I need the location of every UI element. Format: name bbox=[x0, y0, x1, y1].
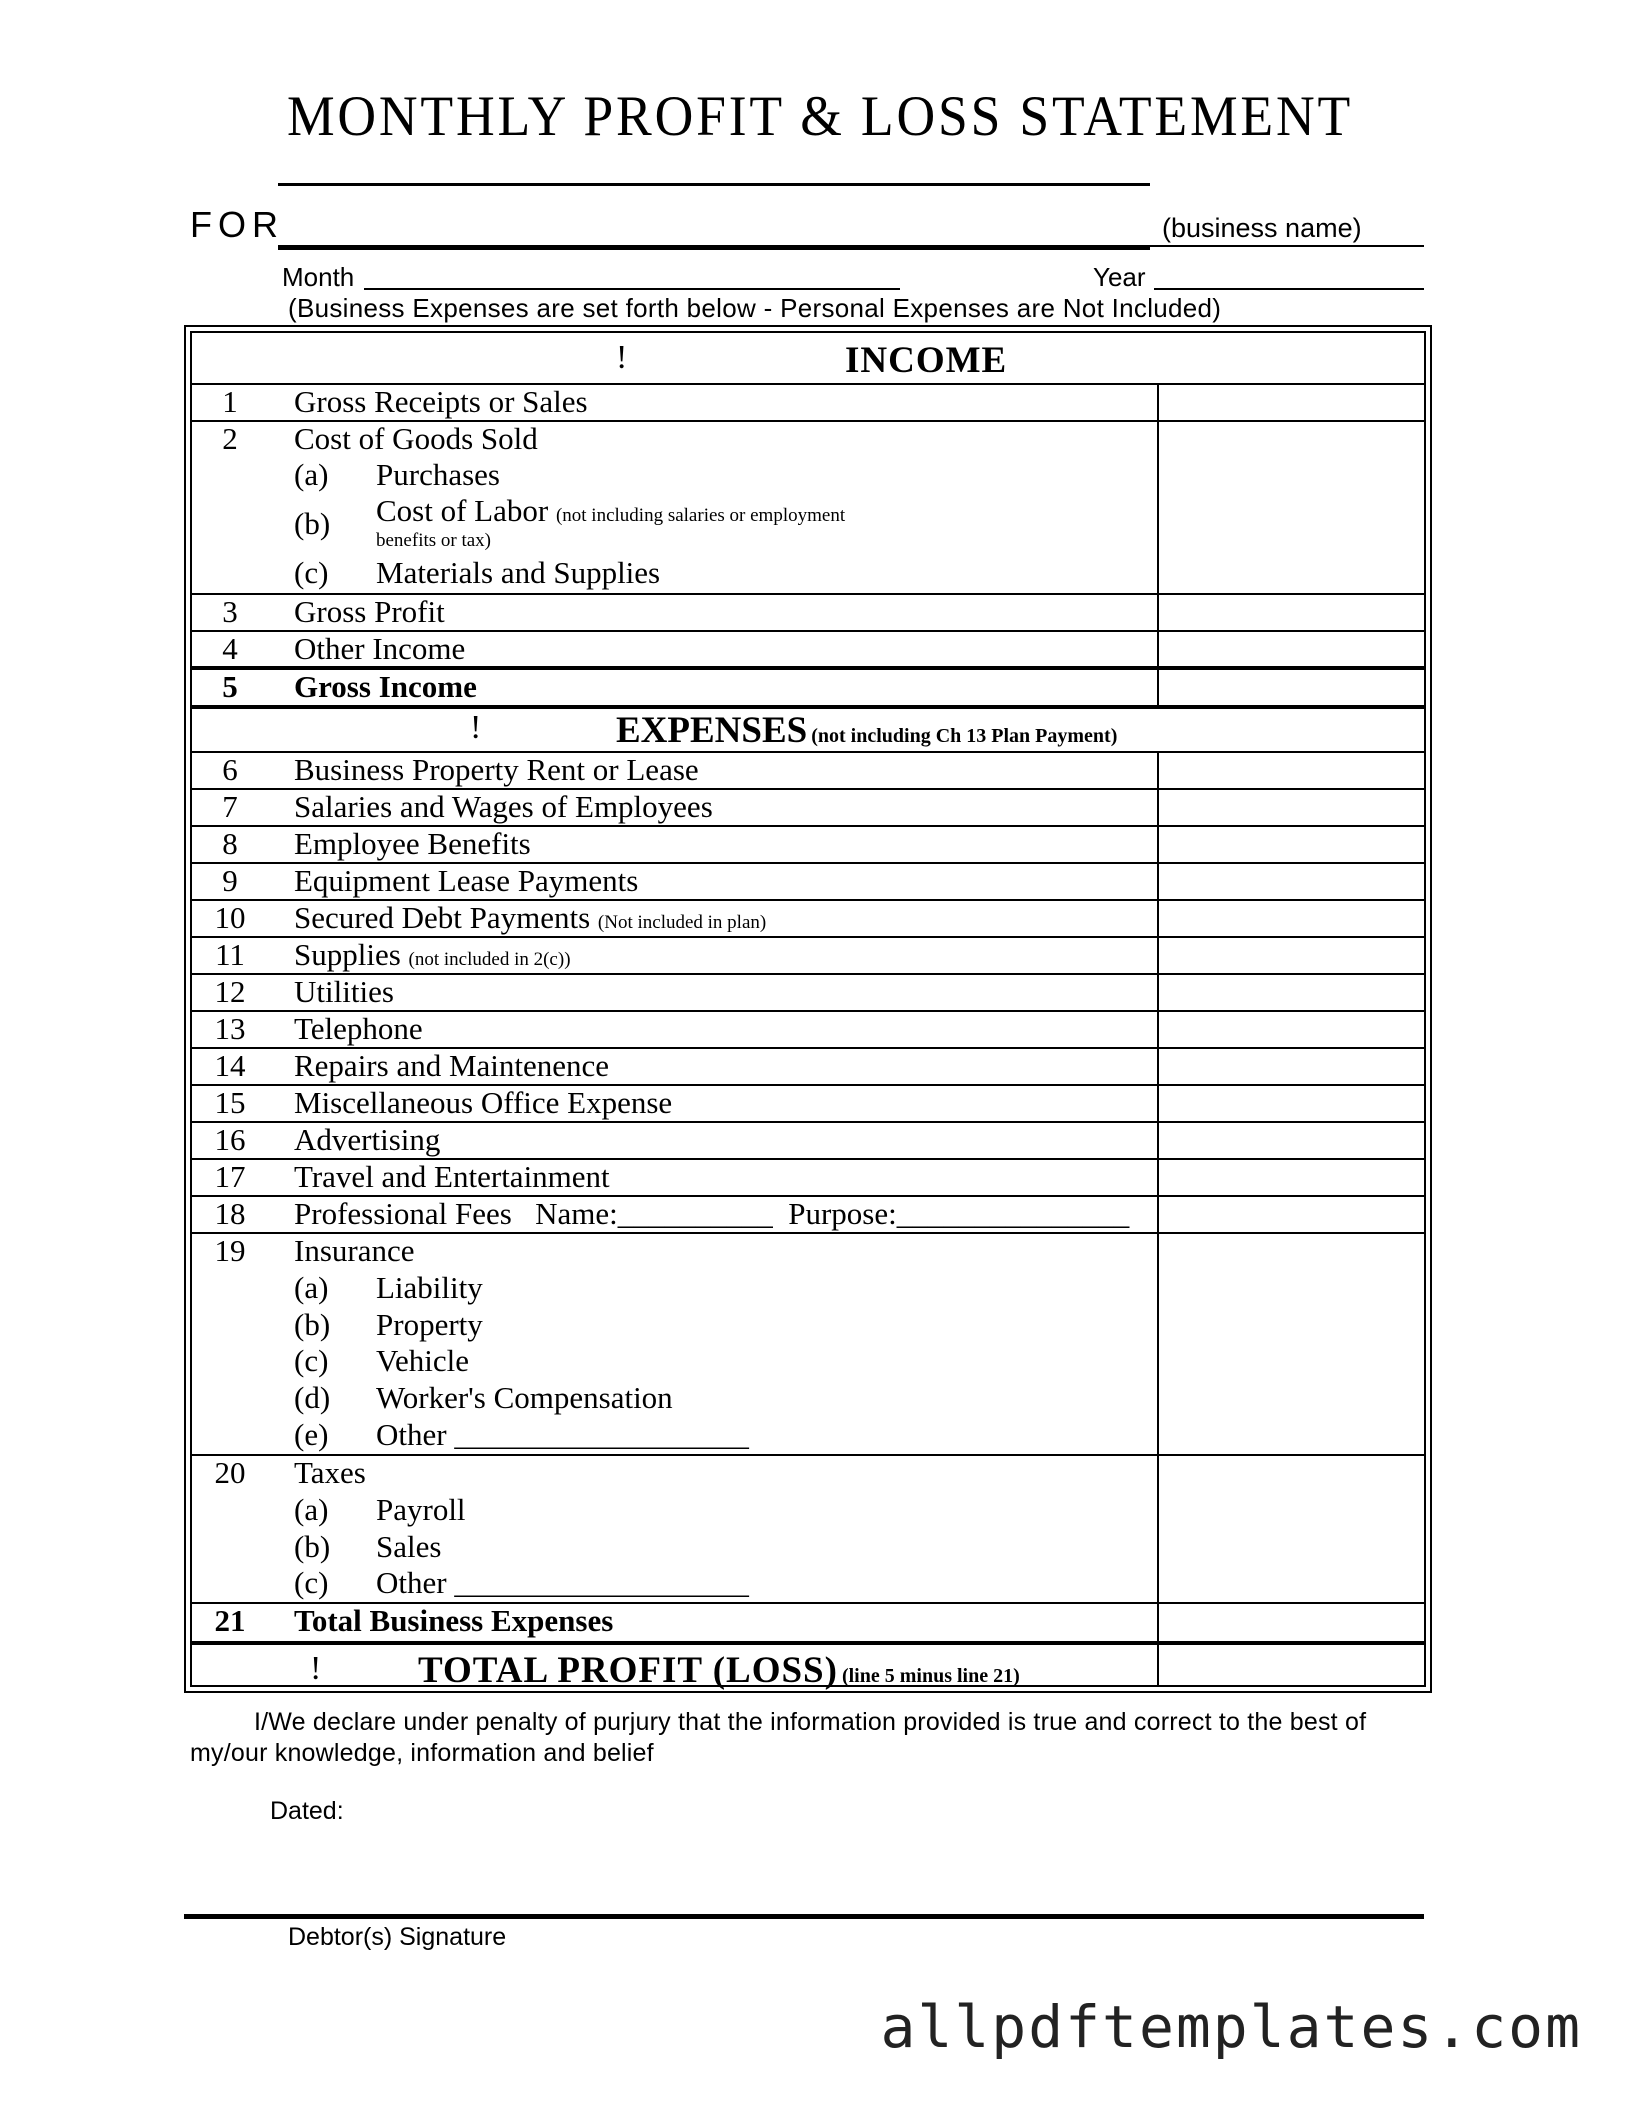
year-label: Year bbox=[1093, 262, 1146, 292]
supplies-label: Supplies bbox=[294, 937, 401, 972]
table-row[interactable] bbox=[192, 595, 1424, 632]
line-label: Advertising bbox=[294, 1122, 441, 1157]
table-row[interactable] bbox=[192, 1086, 1424, 1123]
sub-letter: (b) bbox=[294, 506, 331, 541]
secured-debt-note: (Not included in plan) bbox=[597, 912, 767, 933]
line-number: 2 bbox=[222, 421, 238, 456]
sub-letter: (c) bbox=[294, 555, 329, 590]
expenses-heading bbox=[616, 709, 1117, 752]
signature-line[interactable] bbox=[184, 1914, 1424, 1919]
table-row[interactable] bbox=[192, 753, 1424, 790]
for-label: FOR bbox=[190, 204, 284, 245]
table-row[interactable] bbox=[192, 422, 1424, 595]
cost-of-labor-note: (not including salaries or employment bbox=[555, 505, 846, 526]
line-label: Equipment Lease Payments bbox=[294, 863, 639, 898]
table-row[interactable] bbox=[192, 975, 1424, 1012]
expenses-note: (Business Expenses are set forth below - Personal Expenses are Not Included) bbox=[288, 293, 1222, 323]
watermark: allpdftemplates.com bbox=[880, 1993, 1582, 2061]
table-row[interactable] bbox=[192, 1197, 1424, 1234]
business-name-right-line bbox=[1150, 245, 1424, 247]
sub-letter: (d) bbox=[294, 1380, 331, 1415]
line-label: Cost of Goods Sold bbox=[294, 421, 538, 456]
business-name-top-line[interactable] bbox=[278, 183, 1150, 186]
line-label: Gross Income bbox=[294, 669, 477, 704]
total-heading bbox=[418, 1649, 1020, 1692]
sub-label: Other ___________________ bbox=[376, 1417, 749, 1452]
line-label: Business Property Rent or Lease bbox=[294, 752, 699, 787]
sub-letter: (a) bbox=[294, 1492, 329, 1527]
cost-of-labor-label: Cost of Labor bbox=[376, 493, 549, 528]
line-number: 1 bbox=[222, 384, 238, 419]
line-number: 20 bbox=[214, 1455, 246, 1490]
line-label bbox=[294, 937, 571, 973]
line-label: Telephone bbox=[294, 1011, 423, 1046]
total-heading-note: (line 5 minus line 21) bbox=[841, 1665, 1020, 1687]
line-number: 11 bbox=[215, 937, 245, 972]
dated-label: Dated: bbox=[270, 1797, 344, 1825]
line-label: Utilities bbox=[294, 974, 394, 1009]
month-label: Month bbox=[282, 262, 355, 292]
declaration-text bbox=[190, 1707, 1440, 1769]
line-label: Total Business Expenses bbox=[294, 1603, 614, 1638]
sub-label: Vehicle bbox=[376, 1343, 469, 1378]
line-number: 10 bbox=[214, 900, 246, 935]
line-number: 21 bbox=[214, 1603, 246, 1638]
income-section bbox=[192, 385, 1424, 707]
total-profit-row[interactable] bbox=[192, 1645, 1424, 1691]
line-number: 17 bbox=[214, 1159, 246, 1194]
table-row[interactable] bbox=[192, 1049, 1424, 1086]
pl-form bbox=[184, 325, 1432, 1693]
line-number: 5 bbox=[222, 669, 238, 704]
line-number: 9 bbox=[222, 863, 238, 898]
line-label: Repairs and Maintenence bbox=[294, 1048, 610, 1083]
sub-letter: (a) bbox=[294, 457, 329, 492]
line-label: Salaries and Wages of Employees bbox=[294, 789, 713, 824]
table-row[interactable] bbox=[192, 385, 1424, 422]
sub-label: Liability bbox=[376, 1270, 483, 1305]
line-number: 8 bbox=[222, 826, 238, 861]
line-number: 6 bbox=[222, 752, 238, 787]
table-row[interactable] bbox=[192, 670, 1424, 709]
table-row[interactable] bbox=[192, 1123, 1424, 1160]
line-number: 12 bbox=[214, 974, 246, 1009]
business-name-line[interactable] bbox=[278, 245, 1150, 250]
year-input-line[interactable] bbox=[1154, 288, 1424, 290]
business-name-label: (business name) bbox=[1162, 213, 1362, 243]
total-marker: ! bbox=[310, 1650, 322, 1687]
sub-label: Worker's Compensation bbox=[376, 1380, 673, 1415]
supplies-note: (not included in 2(c)) bbox=[408, 949, 571, 970]
line-label: Travel and Entertainment bbox=[294, 1159, 610, 1194]
table-row[interactable] bbox=[192, 790, 1424, 827]
sub-letter: (c) bbox=[294, 1343, 329, 1378]
expenses-heading-note: (not including Ch 13 Plan Payment) bbox=[811, 725, 1118, 747]
line-label: Professional Fees Name:__________ Purpose:_______________ bbox=[294, 1196, 1130, 1231]
month-input-line[interactable] bbox=[364, 288, 900, 290]
line-number: 7 bbox=[222, 789, 238, 824]
income-heading: INCOME bbox=[845, 340, 1008, 381]
table-row[interactable] bbox=[192, 864, 1424, 901]
declaration-body: I/We declare under penalty of purjury that the information provided is true and correct to the best of my/our knowledge, information and belief bbox=[190, 1708, 1367, 1767]
line-label: Employee Benefits bbox=[294, 826, 531, 861]
total-heading-text: TOTAL PROFIT (LOSS) bbox=[418, 1650, 838, 1691]
sub-label: Sales bbox=[376, 1529, 442, 1564]
sub-label: Purchases bbox=[376, 457, 500, 492]
line-number: 3 bbox=[222, 594, 238, 629]
sub-letter: (b) bbox=[294, 1529, 331, 1564]
income-marker: ! bbox=[616, 339, 628, 376]
expenses-header-row bbox=[192, 709, 1424, 753]
line-label: Gross Receipts or Sales bbox=[294, 384, 588, 419]
expenses-marker: ! bbox=[470, 709, 482, 746]
sub-label: Materials and Supplies bbox=[376, 555, 661, 590]
table-row[interactable] bbox=[192, 1456, 1424, 1604]
table-row[interactable] bbox=[192, 1604, 1424, 1645]
table-row[interactable] bbox=[192, 938, 1424, 975]
secured-debt-label: Secured Debt Payments bbox=[294, 900, 591, 935]
sub-letter: (b) bbox=[294, 1307, 331, 1342]
line-label: Gross Profit bbox=[294, 594, 445, 629]
sub-label: Other ___________________ bbox=[376, 1565, 749, 1600]
table-row[interactable] bbox=[192, 632, 1424, 670]
sub-label bbox=[376, 493, 845, 529]
total-value-column-divider bbox=[1157, 1645, 1159, 1685]
line-label bbox=[294, 900, 766, 936]
income-header-row bbox=[192, 333, 1424, 385]
line-label: Other Income bbox=[294, 631, 466, 666]
line-label: Taxes bbox=[294, 1455, 366, 1490]
pl-form-inner bbox=[190, 331, 1426, 1691]
line-number: 13 bbox=[214, 1011, 246, 1046]
line-number: 16 bbox=[214, 1122, 246, 1157]
sub-letter: (a) bbox=[294, 1270, 329, 1305]
signature-label: Debtor(s) Signature bbox=[288, 1923, 507, 1951]
cost-of-labor-note-line2: benefits or tax) bbox=[376, 530, 492, 551]
table-row[interactable] bbox=[192, 827, 1424, 864]
table-row[interactable] bbox=[192, 901, 1424, 938]
table-row[interactable] bbox=[192, 1012, 1424, 1049]
table-row[interactable] bbox=[192, 1160, 1424, 1197]
line-number: 18 bbox=[214, 1196, 246, 1231]
expenses-heading-text: EXPENSES bbox=[616, 710, 808, 751]
line-number: 4 bbox=[222, 631, 238, 666]
table-row[interactable] bbox=[192, 1234, 1424, 1456]
sub-label: Payroll bbox=[376, 1492, 466, 1527]
line-label: Miscellaneous Office Expense bbox=[294, 1085, 673, 1120]
sub-letter: (c) bbox=[294, 1565, 329, 1600]
line-number: 14 bbox=[214, 1048, 246, 1083]
page-title: MONTHLY PROFIT & LOSS STATEMENT bbox=[286, 85, 1354, 148]
line-label: Insurance bbox=[294, 1233, 415, 1268]
line-number: 19 bbox=[214, 1233, 246, 1268]
line-number: 15 bbox=[214, 1085, 246, 1120]
sub-label: Property bbox=[376, 1307, 483, 1342]
sub-letter: (e) bbox=[294, 1417, 329, 1452]
expenses-section bbox=[192, 753, 1424, 1645]
